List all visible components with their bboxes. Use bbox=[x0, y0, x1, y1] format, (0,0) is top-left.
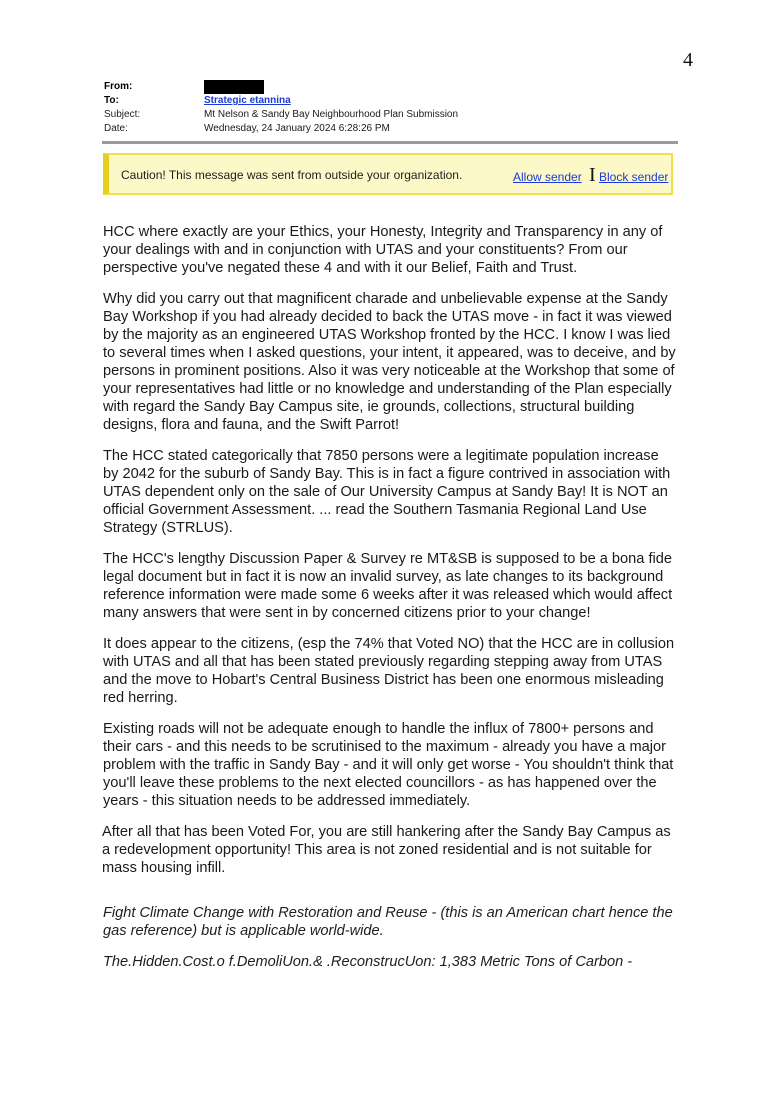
header-divider bbox=[102, 141, 678, 144]
allow-sender-link[interactable]: Allow sender bbox=[513, 170, 582, 184]
paragraph-survey: The HCC's lengthy Discussion Paper & Survey re MT&SB is supposed to be a bona fide legal document but in fact it is now an invalid survey, as late changes to its background reference information were made some 6 weeks after it was released which would affect many answers that were sent in by concerned citizens prior to your change! bbox=[103, 551, 673, 621]
caution-banner bbox=[103, 153, 673, 195]
paragraph-climate: Fight Climate Change with Restoration and Reuse - (this is an American chart hence the gas reference) but is applicable world-wide. bbox=[103, 905, 673, 939]
block-sender-link[interactable]: Block sender bbox=[599, 170, 669, 184]
paragraph-roads: Existing roads will not be adequate enough to handle the influx of 7800+ persons and their cars - and this needs to be scrutinised to the maximum - already you have a major problem with the traffic in Sandy Bay - and it will only get worse - You shouldn't think that you'll leave these problems to the next elected councillors - as has happened over the years - this situation needs to be addressed immediately. bbox=[103, 721, 674, 809]
subject-value: Mt Nelson & Sandy Bay Neighbourhood Plan Submission bbox=[204, 109, 459, 120]
paragraph-workshop: Why did you carry out that magnificent charade and unbelievable expense at the Sandy Bay Workshop if you had already decided to back the UTAS move - in fact it was viewed by the majority as an engineered UTAS Workshop fronted by the HCC. I know I was lied to several times when I asked questions, your intent, it appeared, was to deceive, and by persons in prominent positions. Also it was very noticeable at the Workshop that some of your representatives had little or no knowledge and understanding of the Plan especially with regard the Sandy Bay Campus site, ie grounds, collections, structural building designs, flora and fauna, and the Swift Parrot! bbox=[103, 291, 676, 433]
banner-separator: I bbox=[589, 164, 596, 186]
email-header bbox=[104, 80, 664, 136]
to-recipient-link[interactable]: Strategic etannina bbox=[204, 95, 291, 106]
from-label: From: bbox=[104, 81, 133, 92]
date-row bbox=[104, 122, 664, 136]
subject-row bbox=[104, 108, 664, 122]
to-label: To: bbox=[104, 95, 119, 106]
paragraph-collusion: It does appear to the citizens, (esp the 74% that Voted NO) that the HCC are in collusion with UTAS and all that has been stated previously regarding stepping away from UTAS and the move to Hobart's Central Business District has been one enormous misleading red herring. bbox=[103, 636, 675, 706]
paragraph-redevelopment: After all that has been Voted For, you are still hankering after the Sandy Bay Campus as a redevelopment opportunity! This area is not zoned residential and is not suitable for mass housing infill. bbox=[102, 824, 671, 876]
redacted-sender bbox=[204, 80, 264, 94]
caution-message: Caution! This message was sent from outside your organization. bbox=[121, 168, 463, 182]
paragraph-ethics: HCC where exactly are your Ethics, your Honesty, Integrity and Transparency in any of your dealings with and in conjunction with UTAS and your constituents? From our perspective you've negated these 4 and with it our Belief, Faith and Trust. bbox=[103, 224, 663, 276]
from-row bbox=[104, 80, 664, 94]
date-label: Date: bbox=[104, 123, 128, 134]
page-number: 4 bbox=[683, 49, 693, 71]
subject-label: Subject: bbox=[104, 109, 141, 120]
to-row bbox=[104, 94, 664, 108]
paragraph-population: The HCC stated categorically that 7850 persons were a legitimate population increase by 2042 for the suburb of Sandy Bay. This is in fact a figure contrived in association with UTAS dependent only on the sale of Our University Campus at Sandy Bay! It is NOT an official Government Assessment. ... read the Southern Tasmania Regional Land Use Strategy (STRLUS). bbox=[103, 448, 671, 536]
email-body bbox=[103, 223, 678, 984]
paragraph-hidden-cost: The.Hidden.Cost.o f.DemoliUon.& .ReconstrucUon: 1,383 Metric Tons of Carbon - bbox=[103, 954, 633, 970]
date-value: Wednesday, 24 January 2024 6:28:26 PM bbox=[204, 123, 390, 134]
